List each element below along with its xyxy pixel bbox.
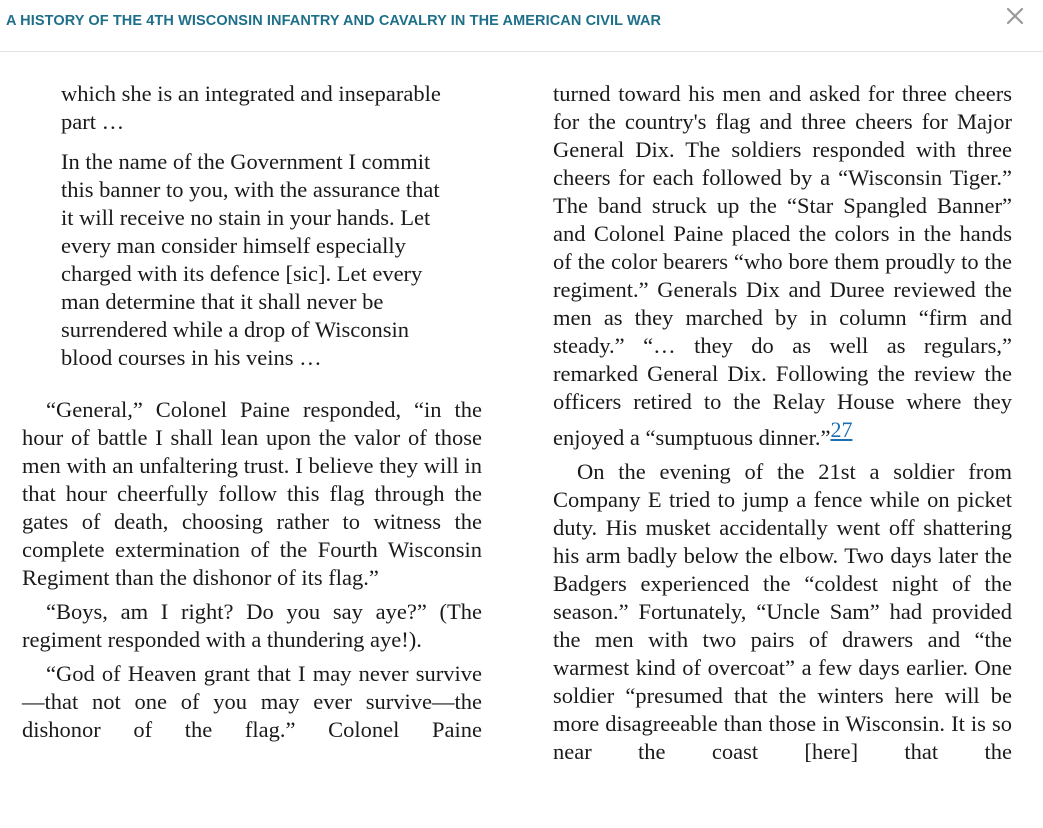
close-icon (1003, 4, 1027, 28)
right-column (553, 80, 1012, 766)
quote-paragraph: In the name of the Government I commit this banner to you, with the assurance that it will receive no stain in your hands. Let every man consider himself especially charged with its defence [sic]. Let every man determine that it shall never be surrendered while a drop of Wisconsin blood courses in his veins … (61, 149, 440, 370)
book-title: A HISTORY OF THE 4TH WISCONSIN INFANTRY AND CAVALRY IN THE AMERICAN CIVIL WAR (6, 13, 662, 29)
footnote-link[interactable]: 27 (830, 417, 853, 442)
body-paragraph: “God of Heaven grant that I may never survive—that not one of you may ever survive—the dishonor of the flag.” Colonel Paine (22, 661, 482, 742)
block-quote (61, 80, 441, 372)
reader-header (0, 0, 1043, 52)
left-column (22, 80, 482, 744)
body-paragraph: “General,” Colonel Paine responded, “in the hour of battle I shall lean upon the valor of those men with an unfaltering trust. I believe they will in that hour cheerfully follow this flag through the gates of death, choosing rather to witness the complete extermination of the Fourth Wisconsin Regiment than the dishonor of its flag.” (22, 397, 482, 590)
quote-paragraph: which she is an integrated and inseparable part … (61, 81, 441, 134)
paragraph-text: turned toward his men and asked for three cheers for the country's flag and three cheers for Major General Dix. The soldiers responded with three cheers for each followed by a “Wisconsin Tiger.” The band struck up the “Star Spangled Banner” and Colonel Paine placed the colors in the hands of the color bearers “who bore them proudly to the regiment.” Generals Dix and Duree reviewed the men as they marched by in column “firm and steady.” “… they do as well as regulars,” remarked General Dix. Following the review the officers retired to the Relay House where they enjoyed a “sumptuous dinner.” (553, 81, 1012, 450)
close-button[interactable] (1003, 4, 1027, 28)
body-paragraph: “Boys, am I right? Do you say aye?” (The regiment responded with a thundering aye!). (22, 599, 482, 652)
body-paragraph (553, 80, 1012, 452)
body-paragraph: On the evening of the 21st a soldier from Company E tried to jump a fence while on picket duty. His musket accidentally went off shattering his arm badly below the elbow. Two days later the Badgers experienced the “coldest night of the season.” Fortunately, “Uncle Sam” had provided the men with two pairs of drawers and “the warmest kind of overcoat” a few days earlier. One soldier “presumed that the winters here will be more disagreeable than those in Wisconsin. It is so near the coast [here] that the (553, 459, 1012, 764)
